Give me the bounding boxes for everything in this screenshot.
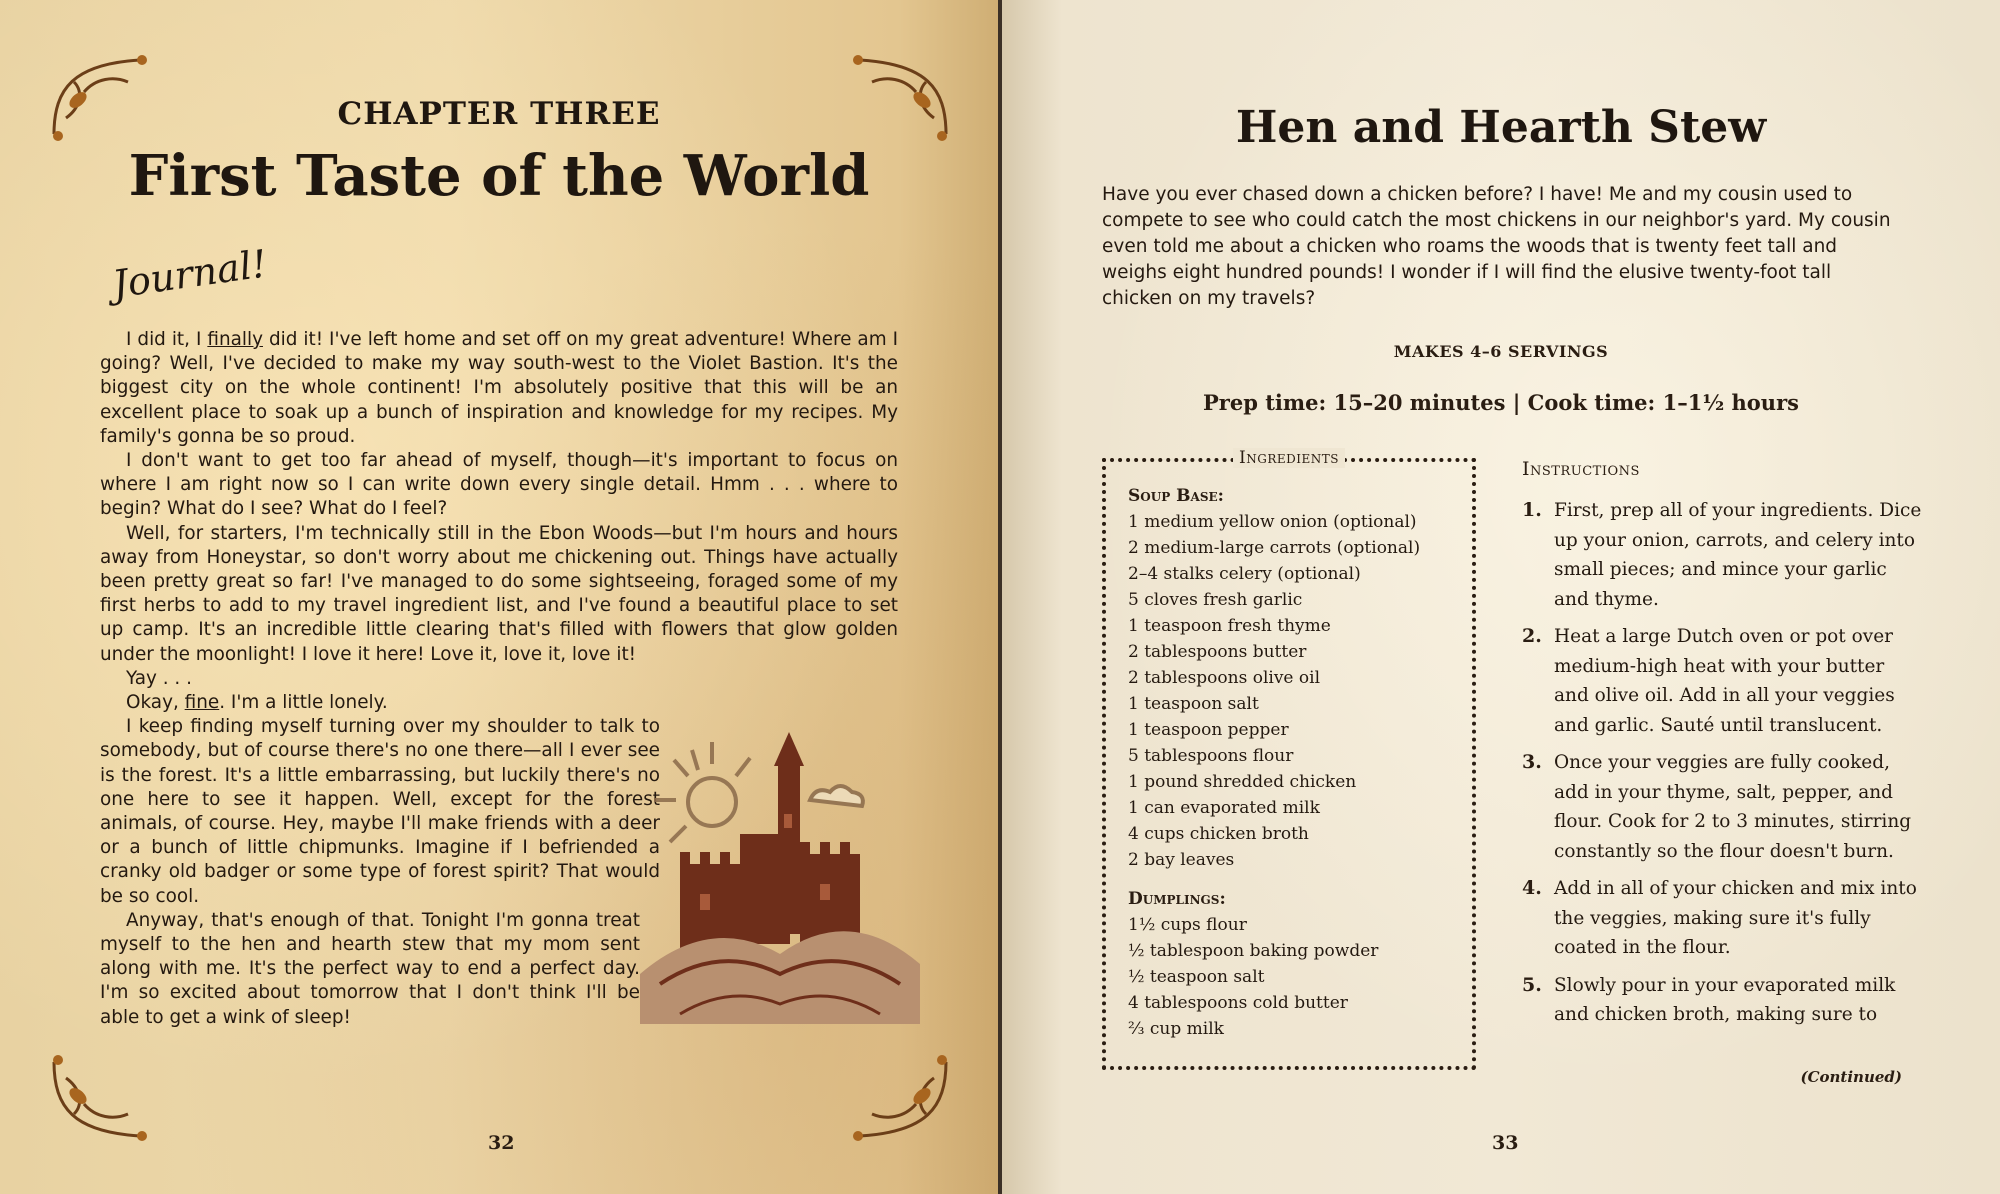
recipe-intro: Have you ever chased down a chicken before? I have! Me and my cousin used to compete to see who could catch the most chickens in our neighbor's yard. My cousin even told me about a chicken who roams the woods that is twenty feet tall and weighs eight hundred pounds! I wonder if I will find the elusive twenty-foot tall chicken on my travels? (1102, 184, 1891, 309)
ingredient-item: ½ teaspoon salt (1128, 967, 1265, 987)
corner-flourish-icon (846, 1052, 956, 1148)
ingredients-title: Ingredients (1233, 448, 1345, 468)
step-number: 2. (1522, 625, 1542, 647)
instruction-step (1522, 496, 1922, 614)
journal-paragraph: Well, for starters, I'm technically still in the Ebon Woods—but I'm hours and hours away from Honeystar, so don't worry about me chickening out. Things have actually been pretty great so far! I've managed to do some sightseeing, foraged some of my first herbs to add to my travel ingredient list, and I've found a beautiful place to set up camp. It's an incredible little clearing that's filled with flowers that glow golden under the moonlight! I love it here! Love it, love it, love it! (100, 522, 898, 665)
step-number: 5. (1522, 973, 1542, 996)
servings: MAKES 4–6 SERVINGS (1393, 342, 1609, 361)
ingredient-item: 1 teaspoon fresh thyme (1128, 616, 1331, 636)
castle-illustration (640, 724, 920, 1024)
instruction-step (1522, 622, 1922, 740)
ingredient-item: 1 pound shredded chicken (1128, 772, 1357, 792)
journal-paragraph: Yay . . . (126, 667, 192, 689)
ingredient-item: 1 can evaporated milk (1128, 798, 1320, 818)
instruction-step (1522, 971, 1922, 1030)
ingredient-item: 1 medium yellow onion (optional) (1128, 512, 1417, 532)
ingredient-item: ⅔ cup milk (1128, 1019, 1224, 1039)
instruction-step (1522, 748, 1922, 866)
prep-cook-times: Prep time: 15–20 minutes | Cook time: 1–1½ hours (1203, 390, 1799, 415)
journal-paragraph: Okay, fine. I'm a little lonely. (126, 692, 388, 714)
journal-paragraph: I keep finding myself turning over my shoulder to talk to somebody, but of course there's no one there—all I ever see is the forest. It's a little embarrassing, but luckily there's no one here to see it happen. Well, except for the forest animals, of course. Hey, maybe I'll make friends with a deer or a bunch of little chipmunks. Imagine if I befriended a cranky old badger or some type of forest spirit? That would be so cool. (100, 716, 660, 907)
left-page (0, 0, 998, 1194)
step-number: 3. (1522, 751, 1542, 773)
ingredient-item: 2 bay leaves (1128, 850, 1235, 870)
corner-flourish-icon (44, 1052, 154, 1148)
ingredient-item: 2 medium-large carrots (optional) (1128, 538, 1421, 558)
chapter-title: First Taste of the World (128, 143, 870, 209)
ingredient-item: 2–4 stalks celery (optional) (1128, 564, 1361, 584)
page-number: 33 (1492, 1132, 1519, 1154)
instructions (1522, 458, 1922, 1038)
step-number: 1. (1522, 499, 1542, 521)
ingredient-item: ½ tablespoon baking powder (1128, 941, 1379, 961)
ingredient-item: 5 cloves fresh garlic (1128, 590, 1303, 610)
ingredient-item: 1 teaspoon salt (1128, 694, 1259, 714)
page-number: 32 (488, 1132, 515, 1154)
step-text: Heat a large Dutch oven or pot over medium-high heat with your butter and olive oil. Add in all your veggies and garlic. Sauté until translucent. (1554, 626, 1895, 736)
instructions-title: Instructions (1522, 458, 1640, 480)
journal-paragraph: I don't want to get too far ahead of myself, though—it's important to focus on where I am right now so I can write down every single detail. Hmm . . . where to begin? What do I see? What do I feel? (100, 450, 898, 520)
ingredient-item: 1 teaspoon pepper (1128, 720, 1289, 740)
ingredients-box (1102, 448, 1476, 1070)
ingredient-item: 5 tablespoons flour (1128, 746, 1294, 766)
continued-note: (Continued) (1800, 1068, 1902, 1086)
ingredients-list (1128, 486, 1468, 1042)
instruction-step (1522, 874, 1922, 963)
right-page (1002, 0, 2000, 1194)
ingredient-item: 2 tablespoons olive oil (1128, 668, 1321, 688)
step-text: First, prep all of your ingredients. Dice up your onion, carrots, and celery into small pieces; and mince your garlic and thyme. (1554, 500, 1922, 610)
ingredient-item: 1½ cups flour (1128, 915, 1247, 935)
chapter-label: CHAPTER THREE (337, 96, 661, 132)
step-text: Slowly pour in your evaporated milk and chicken broth, making sure to (1554, 974, 1896, 1025)
soup-base-heading: Soup Base: (1128, 486, 1224, 506)
ingredient-item: 4 tablespoons cold butter (1128, 993, 1348, 1013)
journal-paragraph: I did it, I finally did it! I've left home and set off on my great adventure! Where am I going? Well, I've decided to make my way south-west to the Violet Bastion. It's the biggest city on the whole continent! I'm absolutely positive that this will be an excellent place to soak up a bunch of inspiration and knowledge for my recipes. My family's gonna be so proud. (100, 329, 898, 447)
ingredient-item: 4 cups chicken broth (1128, 824, 1309, 844)
dumplings-heading: Dumplings: (1128, 889, 1226, 909)
ingredient-item: 2 tablespoons butter (1128, 642, 1307, 662)
recipe-title: Hen and Hearth Stew (1235, 102, 1767, 153)
journal-heading: Journal! (109, 241, 270, 307)
step-number: 4. (1522, 877, 1542, 899)
step-text: Once your veggies are fully cooked, add in your thyme, salt, pepper, and flour. Cook for 2 to 3 minutes, stirring constantly so the flour doesn't burn. (1554, 752, 1912, 862)
journal-paragraph: Anyway, that's enough of that. Tonight I'm gonna treat myself to the hen and hearth stew that my mom sent along with me. It's the perfect way to end a perfect day. I'm so excited about tomorrow that I don't think I'll be able to get a wink of sleep! (100, 909, 640, 1028)
step-text: Add in all of your chicken and mix into the veggies, making sure it's fully coated in the flour. (1554, 878, 1917, 958)
